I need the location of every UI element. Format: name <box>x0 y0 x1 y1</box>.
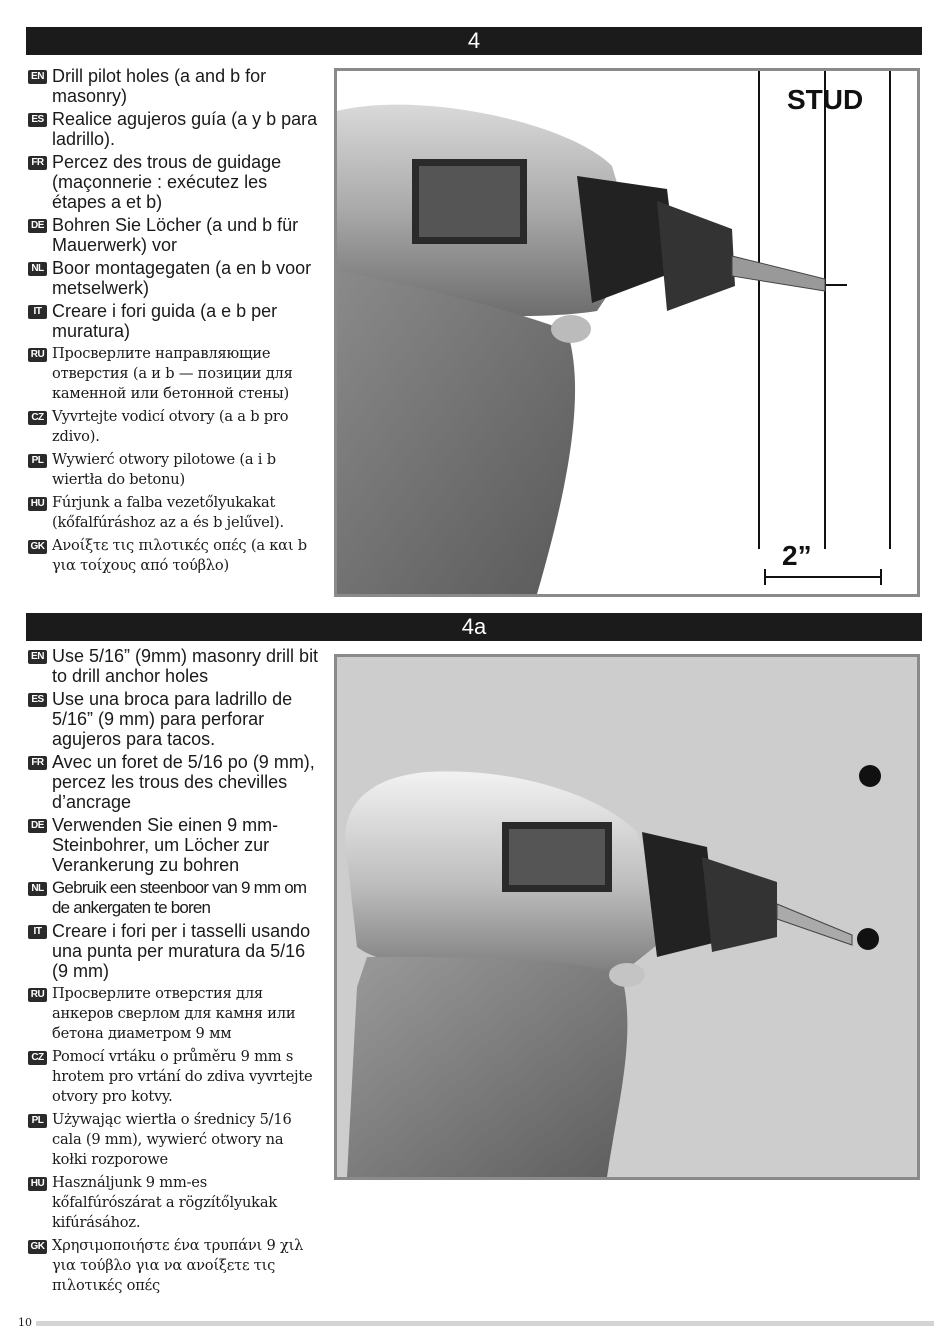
language-badge: FR <box>28 756 47 770</box>
instruction-it <box>28 921 320 981</box>
language-badge: IT <box>28 305 47 319</box>
stud-lines <box>759 71 890 549</box>
instruction-hu <box>28 493 320 533</box>
instruction-nl <box>28 258 320 298</box>
language-badge: GK <box>28 540 47 554</box>
page-number: 10 <box>18 1316 32 1329</box>
drilling-pilot-holes-photo <box>334 68 920 597</box>
instruction-pl <box>28 1110 320 1170</box>
instruction-text: Fúrjunk a falba vezetőlyukakat (kőfalfúráshoz az a és b jelűvel). <box>52 494 284 531</box>
language-badge: EN <box>28 650 47 664</box>
instruction-es <box>28 109 320 149</box>
instruction-fr <box>28 752 320 812</box>
instruction-text: Creare i fori per i tasselli usando una punta per muratura da 5/16 (9 mm) <box>52 921 311 981</box>
instruction-text: Bohren Sie Löcher (a und b für Mauerwerk) vor <box>52 215 299 255</box>
language-badge: DE <box>28 219 47 233</box>
instruction-text: Drill pilot holes (a and b for masonry) <box>52 66 267 106</box>
language-badge: FR <box>28 156 47 170</box>
language-badge: HU <box>28 1177 47 1191</box>
instruction-en <box>28 646 320 686</box>
anchor-hole-marker <box>859 765 881 787</box>
language-badge: EN <box>28 70 47 84</box>
language-badge: PL <box>28 454 47 468</box>
instruction-gk <box>28 1236 320 1296</box>
instruction-text: Használjunk 9 mm-es kőfalfúrószárat a rögzítőlyukak kifúrásához. <box>52 1174 277 1231</box>
language-badge: NL <box>28 882 47 896</box>
step-4a-instructions <box>28 646 320 1299</box>
instruction-text: Просверлите отверстия для анкеров сверлом для камня или бетона диаметром 9 мм <box>52 985 296 1042</box>
step-number: 4a <box>461 614 487 639</box>
instruction-de <box>28 815 320 875</box>
instruction-text: Wywierć otwory pilotowe (a i b wiertła do betonu) <box>52 451 276 488</box>
instruction-fr <box>28 152 320 212</box>
language-badge: ES <box>28 113 47 127</box>
language-badge: HU <box>28 497 47 511</box>
language-badge: CZ <box>28 1051 47 1065</box>
instruction-text: Gebruik een steenboor van 9 mm om de ankergaten te boren <box>52 878 307 917</box>
instruction-text: Boor montagegaten (a en b voor metselwerk) <box>52 258 312 298</box>
instruction-text: Pomocí vrtáku o průměru 9 mm s hrotem pro vrtání do zdiva vyvrtejte otvory pro kotvy. <box>52 1048 313 1105</box>
instruction-cz <box>28 407 320 447</box>
language-badge: ES <box>28 693 47 707</box>
instruction-text: Просверлите направляющие отверстия (а и b — позиции для каменной или бетонной стены) <box>52 345 293 402</box>
footer-rule <box>36 1321 934 1326</box>
instruction-it <box>28 301 320 341</box>
language-badge: IT <box>28 925 47 939</box>
language-badge: CZ <box>28 411 47 425</box>
instruction-de <box>28 215 320 255</box>
measure-label: 2” <box>782 540 812 571</box>
instruction-gk <box>28 536 320 576</box>
instruction-text: Realice agujeros guía (a y b para ladrillo). <box>52 109 318 149</box>
language-badge: PL <box>28 1114 47 1128</box>
drill-icon <box>345 771 852 1177</box>
instruction-pl <box>28 450 320 490</box>
drill-icon <box>337 105 825 594</box>
language-badge: GK <box>28 1240 47 1254</box>
instruction-text: Verwenden Sie einen 9 mm-Steinbohrer, um Löcher zur Verankerung zu bohren <box>52 815 279 875</box>
language-badge: RU <box>28 348 47 362</box>
step-4-instructions <box>28 66 320 579</box>
instruction-en <box>28 66 320 106</box>
step-4a-header <box>26 613 922 641</box>
drilling-anchor-holes-photo <box>334 654 920 1180</box>
instruction-text: Use una broca para ladrillo de 5/16” (9 mm) para perforar agujeros para tacos. <box>52 689 293 749</box>
anchor-hole-marker <box>857 928 879 950</box>
instruction-ru <box>28 344 320 404</box>
language-badge: RU <box>28 988 47 1002</box>
instruction-text: Używając wiertła o średnicy 5/16 cala (9 mm), wywierć otwory na kołki rozporowe <box>52 1111 292 1168</box>
instruction-text: Vyvrtejte vodicí otvory (a a b pro zdivo). <box>52 408 289 445</box>
instruction-text: Percez des trous de guidage (maçonnerie : exécutez les étapes a et b) <box>52 152 282 212</box>
instruction-text: Avec un foret de 5/16 po (9 mm), percez les trous des chevilles d’ancrage <box>52 752 315 812</box>
step-number: 4 <box>467 28 481 53</box>
instruction-nl <box>28 878 320 918</box>
instruction-text: Creare i fori guida (a e b per muratura) <box>52 301 278 341</box>
language-badge: NL <box>28 262 47 276</box>
instruction-cz <box>28 1047 320 1107</box>
instruction-text: Ανοίξτε τις πιλοτικές οπές (a και b για τοίχους από τούβλο) <box>52 537 307 574</box>
step-4-header <box>26 27 922 55</box>
language-badge: DE <box>28 819 47 833</box>
stud-label: STUD <box>787 84 864 115</box>
instruction-hu <box>28 1173 320 1233</box>
instruction-text: Use 5/16” (9mm) masonry drill bit to drill anchor holes <box>52 646 319 686</box>
instruction-text: Χρησιμοποιήστε ένα τρυπάνι 9 χιλ για τούβλο για να ανοίξετε τις πιλοτικές οπές <box>52 1237 304 1294</box>
instruction-ru <box>28 984 320 1044</box>
instruction-es <box>28 689 320 749</box>
